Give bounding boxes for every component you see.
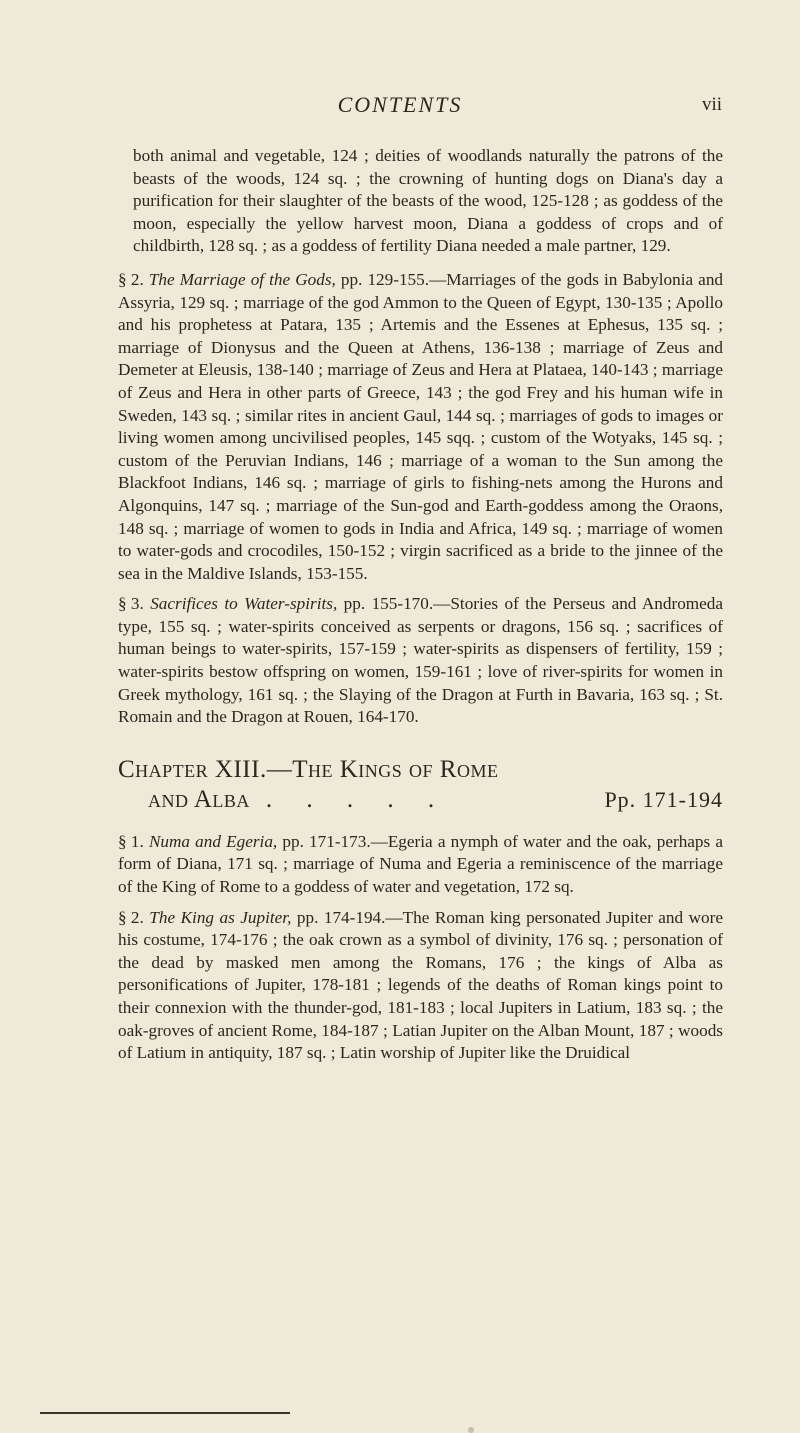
chapter-title-line1: Chapter XIII.—The Kings of Rome bbox=[118, 755, 499, 783]
leader-dots: . . . . . bbox=[265, 785, 449, 813]
section-title: Sacrifices to Water-spirits, bbox=[150, 594, 338, 614]
section-text: Stories of the Perseus and Andromeda type, 155 sq. ; water-spirits conceived as serpents or dragons, 156 sq. ; sacrifices of human beings to water-spirits, 157-159 ; water-spirits as dispensers of fertility, 159 ; water-spirits bestow offspring on women, 159-161 ; love of river-spirits for women in Greek mythology, 161 sq. ; the Slaying of the Dragon at Furth in Bavaria, 163 sq. ; St. Romain and the Dragon at Rouen, 164-170. bbox=[118, 594, 724, 727]
chapter-heading bbox=[118, 755, 723, 815]
section-number: § 2. bbox=[118, 269, 144, 289]
section-pages: pp. 129-155.— bbox=[335, 269, 447, 289]
paper-speck bbox=[468, 1427, 474, 1433]
chapter-pages: Pp. 171-194 bbox=[604, 786, 723, 812]
section-pages: pp. 155-170.— bbox=[337, 594, 451, 614]
section-number: § 3. bbox=[118, 594, 144, 614]
section-text: The Roman king personated Jupiter and wore his costume, 174-176 ; the oak crown as a symbol of divinity, 176 sq. ; personation of the dead by masked men among the Romans, 176 ; the kings of Alba as personifications of Jupiter, 178-181 ; legends of the deaths of Roman kings point to their connexion with the thunder-god, 181-183 ; local Jupiters in Latium, 183 sq. ; the oak-groves of ancient Rome, 184-187 ; Latian Jupiter on the Alban Mount, 187 ; woods of Latium in antiquity, 187 sq. ; Latin worship of Jupiter like the Druidical bbox=[118, 907, 723, 1063]
page-number: vii bbox=[701, 94, 722, 115]
section-text: Egeria a nymph of water and the oak, perhaps a form of Diana, 171 sq. ; marriage of Numa and Egeria a reminiscence of the marriage of the King of Rome to a goddess of water and vegetation, 172 sq. bbox=[118, 831, 724, 897]
continued-paragraph bbox=[133, 145, 723, 258]
chapter-title-line2-row bbox=[148, 785, 723, 815]
section-title: The King as Jupiter, bbox=[149, 907, 292, 927]
contents-body bbox=[118, 145, 724, 1073]
section-entry-sacrifices-water-spirits bbox=[118, 593, 723, 729]
section-title: The Marriage of the Gods, bbox=[148, 269, 336, 289]
section-pages: pp. 171-173.— bbox=[277, 831, 388, 851]
section-pages: pp. 174-194.— bbox=[291, 907, 403, 927]
section-entry-marriage-of-gods bbox=[118, 269, 723, 585]
section-title: Numa and Egeria, bbox=[148, 831, 278, 851]
running-head bbox=[0, 92, 800, 122]
section-entry-numa-egeria bbox=[118, 831, 723, 899]
page-edge-line bbox=[40, 1412, 290, 1414]
section-entry-king-as-jupiter bbox=[118, 907, 723, 1065]
section-text: Marriages of the gods in Babylonia and Assyria, 129 sq. ; marriage of the god Ammon to the Queen of Egypt, 130-135 ; Apollo and his prophetess at Patara, 135 ; Artemis and the Essenes at Ephesus, 135 sq. ; marriage of Dionysus and the Queen at Athens, 136-138 ; marriage of Zeus and Demeter at Eleusis, 138-140 ; marriage of Zeus and Hera at Plataea, 140-143 ; marriage of Zeus and Hera in other parts of Greece, 143 ; the god Frey and his human wife in Sweden, 143 sq. ; similar rites in ancient Gaul, 144 sq. ; marriages of gods to images or living women among uncivilised peoples, 145 sqq. ; custom of the Wotyaks, 145 sq. ; custom of the Peruvian Indians, 146 ; marriage of a woman to the Sun among the Blackfoot Indians, 146 sq. ; marriage of girls to fishing-nets among the Hurons and Algonquins, 147 sq. ; marriage of the Sun-god and Earth-goddess among the Oraons, 148 sq. ; marriage of women to gods in India and Africa, 149 sq. ; marriage of women to water-gods and crocodiles, 150-152 ; virgin sacrificed as a bride to the jinnee of the sea in the Maldive Islands, 153-155. bbox=[118, 269, 724, 583]
chapter-title-line2: and Alba bbox=[148, 785, 250, 813]
paragraph-text: both animal and vegetable, 124 ; deities of woodlands naturally the patrons of the beasts of the woods, 124 sq. ; the crowning of hunting dogs on Diana's day a purification for their slaughter of the beasts of the wood, 125-128 ; as goddess of the moon, especially the yellow harvest moon, Diana a goddess of crops and of childbirth, 128 sq. ; as a goddess of fertility Diana needed a male partner, 129. bbox=[133, 146, 723, 256]
running-title: CONTENTS bbox=[337, 92, 463, 117]
section-number: § 2. bbox=[118, 907, 144, 927]
section-number: § 1. bbox=[118, 831, 144, 851]
